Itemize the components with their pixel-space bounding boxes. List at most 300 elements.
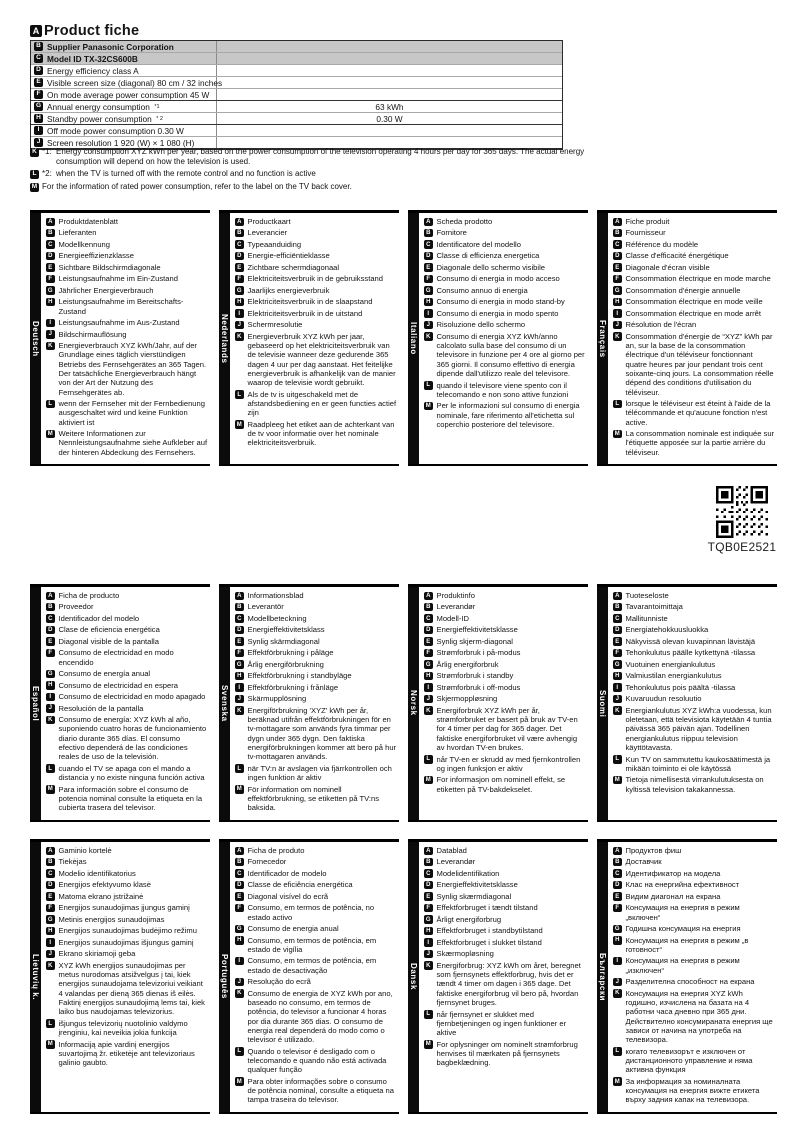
row-letter-icon: G — [35, 102, 42, 110]
item-text: Идентификатор на модела — [625, 868, 721, 878]
list-item — [235, 614, 397, 623]
language-block — [408, 210, 588, 466]
item-text: Consumo di energia in modo acceso — [436, 274, 560, 284]
item-text: Elektriciteitsverbruik in de uitstand — [247, 308, 363, 318]
product-table — [30, 40, 563, 150]
item-text: Energijos sunaudojimas išjungus gaminį — [58, 937, 194, 947]
list-item — [613, 228, 775, 237]
item-letter-icon: C — [46, 240, 55, 249]
table-row-label-cell — [31, 77, 223, 88]
list-item — [613, 429, 775, 457]
qr-code-label: TQB0E2521 — [707, 540, 777, 554]
list-item — [235, 251, 397, 260]
item-text: Zichtbare schermdiagonaal — [247, 262, 340, 272]
item-text: Modellkennung — [58, 239, 111, 249]
list-item — [46, 669, 208, 678]
item-text: Synlig skjerm-diagonal — [436, 636, 513, 646]
item-letter-icon: L — [235, 1047, 244, 1056]
table-row-label-cell — [31, 41, 217, 52]
language-block-content — [230, 213, 399, 464]
language-block-content — [608, 213, 777, 464]
footnote-letter-icon: M — [31, 182, 38, 190]
row-letter-icon: B — [34, 42, 43, 51]
item-letter-icon: B — [613, 858, 622, 867]
list-item — [424, 880, 586, 889]
language-label: Italiano — [409, 322, 418, 356]
item-letter-icon: C — [613, 614, 622, 623]
list-item — [613, 217, 775, 226]
list-item — [235, 764, 397, 783]
list-item — [235, 846, 397, 855]
item-letter-icon: B — [46, 229, 55, 238]
list-item — [46, 926, 208, 935]
list-item — [235, 591, 397, 600]
item-letter-icon: K — [424, 706, 433, 715]
list-item — [235, 977, 397, 986]
list-item — [235, 706, 397, 762]
row-label-text: Model ID TX-32CS600B — [47, 53, 138, 64]
list-item — [424, 320, 586, 329]
row-label-text: Screen resolution 1 920 (W) × 1 080 (H) — [47, 137, 195, 148]
list-item — [46, 648, 208, 667]
item-text: Energieffektivitetsklasse — [436, 880, 518, 890]
item-text: Effektforbruget i standbytilstand — [436, 926, 543, 936]
item-letter-icon: K — [424, 961, 433, 970]
item-letter-icon: B — [613, 229, 622, 238]
item-text: Годишна консумация на енергия — [625, 924, 741, 934]
item-text: Consumo de energía: XYZ kWh al año, suponiendo cuatro horas de funcionamiento diario durante 365 días. El consumo efectivo dependerá de las condiciones reales de uso de la televisión. — [58, 715, 207, 762]
item-text: За информация за номиналната консумация на енергия вижте етикета върху задния капак на телевизора. — [625, 1076, 760, 1105]
list-item — [46, 614, 208, 623]
list-item — [613, 775, 775, 794]
item-text: Elektriciteitsverbruik in de slaapstand — [247, 297, 373, 307]
item-letter-icon: E — [613, 637, 622, 646]
item-text: Consumo, em termos de potência, no estado activo — [247, 903, 375, 922]
item-text: Référence du modèle — [625, 239, 699, 249]
item-text: Jährlicher Energieverbrauch — [58, 285, 154, 295]
list-item — [424, 217, 586, 226]
item-text: Resolución de la pantalla — [58, 703, 144, 713]
list-item — [613, 602, 775, 611]
item-letter-icon: M — [236, 421, 242, 428]
item-letter-icon: L — [613, 400, 622, 409]
footnote-letter-icon: K — [30, 148, 39, 157]
item-text: Årligt energiforbrug — [436, 914, 502, 924]
item-text: Valmiustilan energiankulutus — [625, 671, 722, 681]
item-text: Productkaart — [247, 217, 291, 226]
item-letter-icon: C — [424, 869, 433, 878]
item-letter-icon: E — [424, 637, 433, 646]
language-label: Svenska — [220, 685, 229, 722]
item-letter-icon: F — [46, 275, 55, 284]
item-letter-icon: C — [235, 240, 244, 249]
item-text: Modellbeteckning — [247, 613, 307, 623]
item-letter-icon: J — [235, 978, 244, 987]
list-item — [46, 341, 208, 397]
item-text: Strømforbruk i på-modus — [436, 648, 521, 658]
list-item — [235, 660, 397, 669]
list-item — [235, 1047, 397, 1075]
table-row-value: 63 kWh — [375, 101, 404, 112]
list-item — [46, 263, 208, 272]
item-letter-icon: G — [425, 661, 431, 668]
list-item — [46, 318, 208, 327]
item-letter-icon: G — [236, 661, 242, 668]
item-text: Consumo di energia in modo stand-by — [436, 297, 565, 307]
list-item — [424, 332, 586, 378]
item-text: Produktinfo — [436, 591, 475, 600]
item-letter-icon: J — [424, 695, 433, 704]
item-text: Sichtbare Bildschirmdiagonale — [58, 262, 161, 272]
language-block — [597, 210, 777, 466]
language-label: Nederlands — [220, 313, 229, 364]
list-item — [235, 263, 397, 272]
item-text: Leverandør — [436, 602, 476, 612]
footnote-text: Energy consumption XYZ kWh per year, based on the power consumption of the television operating 4 hours per day for 365 days. The actual energy consumption will depend on how the television is used. — [56, 147, 585, 166]
item-letter-icon: L — [424, 755, 433, 764]
item-text: Schermresolutie — [247, 320, 303, 330]
list-item — [235, 309, 397, 318]
item-text: Tietoja nimellisestä virrankulutuksesta on kyltissä television takakannessa. — [625, 775, 764, 794]
list-item — [424, 869, 586, 878]
item-letter-icon: L — [46, 764, 55, 773]
list-item — [235, 1077, 397, 1105]
item-text: Modell-ID — [436, 613, 469, 623]
item-text: Energieeffizienzklasse — [58, 251, 134, 261]
list-item — [46, 880, 208, 889]
language-block-content — [419, 587, 588, 820]
table-row-value: 0.30 W — [376, 113, 403, 124]
list-item — [613, 263, 775, 272]
item-letter-icon: K — [613, 989, 622, 998]
language-block — [408, 839, 588, 1114]
footnote-prefix: *1: — [42, 147, 52, 156]
list-item — [424, 846, 586, 855]
item-letter-icon: H — [235, 672, 244, 681]
item-letter-icon: D — [613, 881, 622, 890]
list-item — [613, 924, 775, 933]
list-item — [46, 938, 208, 947]
language-label: Português — [220, 954, 229, 1000]
item-text: Synlig skärmdiagonal — [247, 636, 320, 646]
item-text: Scheda prodotto — [436, 217, 493, 226]
item-letter-icon: D — [46, 626, 55, 635]
item-text: Leverantör — [247, 602, 284, 612]
list-item — [235, 228, 397, 237]
list-item — [46, 429, 208, 457]
list-item — [46, 286, 208, 295]
item-letter-icon: L — [46, 400, 55, 409]
item-text: Consumo de electricidad en modo encendido — [58, 648, 174, 667]
item-text: Identificador del modelo — [58, 613, 140, 623]
item-letter-icon: M — [614, 777, 620, 784]
item-letter-icon: A — [424, 592, 433, 601]
item-letter-icon: C — [613, 869, 622, 878]
item-text: lorsque le téléviseur est éteint à l'aide de la télécommande et qu'aucune fonction n'est active. — [625, 399, 771, 427]
item-letter-icon: I — [613, 683, 622, 692]
item-letter-icon: G — [47, 287, 53, 294]
table-row — [31, 77, 562, 89]
language-label: Dansk — [409, 963, 418, 991]
footnote-letter-icon: L — [30, 170, 39, 179]
table-row — [31, 53, 562, 65]
row-letter-icon: F — [34, 90, 43, 99]
item-letter-icon: F — [613, 275, 622, 284]
item-letter-icon: F — [235, 649, 244, 658]
item-text: Консумация на енергия в режим „изключен“ — [625, 956, 740, 975]
item-text: Energijos sunaudojimas įjungus gaminį — [58, 903, 190, 913]
item-text: Resolução do ecrã — [247, 977, 311, 987]
item-letter-icon: J — [613, 321, 622, 330]
item-letter-icon: L — [235, 390, 244, 399]
item-text: For oplysninger om nominelt strømforbrug henvises til mærkaten på fjernsynets bagbeklædning. — [436, 1039, 578, 1068]
item-letter-icon: F — [46, 649, 55, 658]
item-letter-icon: F — [46, 904, 55, 913]
row-label-text: Annual energy consumption — [47, 101, 150, 112]
footnote-text: For the information of rated power consumption, refer to the label on the TV back cover. — [42, 182, 352, 192]
table-row-label-cell — [31, 65, 217, 76]
item-letter-icon: C — [424, 240, 433, 249]
item-text: Para obter informações sobre o consumo de potência nominal, consulte a etiqueta na tampa traseira do televisor. — [247, 1076, 394, 1105]
item-text: Résolution de l'écran — [625, 320, 697, 330]
item-letter-icon: L — [235, 764, 244, 773]
language-label-bar — [597, 842, 608, 1112]
list-item — [613, 1077, 775, 1105]
list-item — [235, 671, 397, 680]
list-item — [46, 274, 208, 283]
row-letter-icon: C — [34, 54, 43, 63]
list-item — [46, 1040, 208, 1068]
language-block-content — [41, 587, 210, 820]
list-item — [424, 961, 586, 1007]
item-letter-icon: F — [424, 904, 433, 913]
footnote-row — [30, 147, 596, 166]
item-text: Matoma ekrano įstrižainė — [58, 891, 144, 901]
list-item — [424, 381, 586, 400]
list-item — [235, 857, 397, 866]
list-item — [424, 263, 586, 272]
item-text: Quando o televisor é desligado com o telecomando e quando não está activada qualquer função — [247, 1046, 387, 1075]
list-item — [613, 956, 775, 975]
qr-code-icon — [716, 486, 768, 538]
item-text: Доставчик — [625, 857, 662, 867]
item-text: når TV-en er skrudd av med fjernkontrollen og ingen funksjon er aktiv — [436, 754, 581, 773]
list-item — [613, 671, 775, 680]
item-text: Leistungsaufnahme im Bereitschafts-Zustand — [58, 297, 184, 316]
item-text: Energie-efficiëntieklasse — [247, 251, 330, 261]
list-item — [424, 648, 586, 657]
item-letter-icon: I — [613, 957, 622, 966]
list-item — [424, 1040, 586, 1068]
list-item — [613, 706, 775, 752]
item-letter-icon: G — [425, 916, 431, 923]
item-text: cuando el TV se apaga con el mando a distancia y no existe ninguna función activa — [58, 763, 205, 783]
item-text: Skärmupplösning — [247, 694, 307, 704]
table-row — [31, 125, 562, 137]
page-title-text: Product fiche — [44, 23, 140, 39]
item-letter-icon: C — [46, 869, 55, 878]
item-letter-icon: I — [424, 938, 433, 947]
page-title — [30, 23, 139, 39]
item-text: Effektförbrukning i frånläge — [247, 682, 339, 692]
list-item — [46, 240, 208, 249]
item-letter-icon: M — [47, 1041, 53, 1048]
list-item — [613, 857, 775, 866]
item-letter-icon: A — [46, 592, 55, 601]
list-item — [613, 989, 775, 1045]
item-text: Gaminio kortelė — [58, 846, 112, 855]
item-text: Informaciją apie vardinį energijos suvartojimą žr. etiketėje ant televizoriaus galinio gaubto. — [58, 1039, 195, 1068]
item-text: Identificatore del modello — [436, 239, 521, 249]
item-letter-icon: A — [235, 847, 244, 856]
item-letter-icon: C — [46, 614, 55, 623]
item-letter-icon: C — [235, 869, 244, 878]
list-item — [613, 892, 775, 901]
item-text: Fiche produit — [625, 217, 670, 226]
item-letter-icon: H — [235, 298, 244, 307]
item-text: Informationsblad — [247, 591, 304, 600]
item-letter-icon: I — [613, 309, 622, 318]
list-item — [424, 228, 586, 237]
list-item — [613, 869, 775, 878]
item-letter-icon: I — [46, 938, 55, 947]
language-label-bar — [408, 213, 419, 464]
list-item — [613, 240, 775, 249]
item-letter-icon: I — [424, 309, 433, 318]
list-item — [613, 309, 775, 318]
item-letter-icon: I — [424, 683, 433, 692]
list-item — [424, 857, 586, 866]
item-letter-icon: L — [424, 381, 433, 390]
language-label: Norsk — [409, 690, 418, 717]
item-text: Tehonkulutus päälle kytkettynä -tilassa — [625, 648, 756, 658]
language-label-bar — [30, 842, 41, 1112]
list-item — [424, 401, 586, 429]
item-letter-icon: E — [613, 892, 622, 901]
list-item — [46, 949, 208, 958]
item-letter-icon: J — [46, 704, 55, 713]
list-item — [235, 420, 397, 448]
item-text: Classe di efficienza energetica — [436, 251, 540, 261]
language-block — [219, 210, 399, 466]
item-letter-icon: I — [235, 683, 244, 692]
item-text: Energiforbrug: XYZ kWh om året, beregnet som fjernsynets effektforbrug, hvis det er tændt 4 timer om dagen i 365 dage. Det faktiske energiforbrug vil bero på, hvordan fjernsynet bruges. — [436, 960, 581, 1008]
table-row-label-cell — [31, 53, 217, 64]
item-text: išjungus televizorių nuotolinio valdymo įrenginiu, kai neveikia jokia funkcija — [58, 1018, 188, 1038]
item-letter-icon: J — [613, 695, 622, 704]
item-text: XYZ kWh energijos sunaudojimas per metus nurodomas atsižvelgus į tai, kiek energijos sunaudojama televizoriui veikiant 4 valandas per dieną 365 dienas iš eilės. Faktinį energijos sunaudojimą lems tai, kiek laiko bus naudojamas televizorius. — [58, 960, 205, 1017]
item-text: Tiekėjas — [58, 857, 87, 867]
list-item — [424, 614, 586, 623]
item-letter-icon: M — [425, 777, 431, 784]
list-item — [46, 715, 208, 761]
list-item — [235, 602, 397, 611]
item-text: Jaarlijks energieverbruik — [247, 285, 330, 295]
item-letter-icon: H — [46, 681, 55, 690]
item-letter-icon: I — [235, 957, 244, 966]
row-letter-icon: I — [34, 126, 43, 135]
list-item — [424, 274, 586, 283]
row-letter-icon: D — [34, 66, 43, 75]
table-row — [31, 89, 562, 101]
item-letter-icon: B — [235, 603, 244, 612]
item-text: Leverancier — [247, 228, 288, 238]
item-letter-icon: D — [235, 252, 244, 261]
item-letter-icon: J — [46, 950, 55, 959]
item-text: Consumo de energía anual — [58, 669, 151, 679]
item-letter-icon: B — [235, 858, 244, 867]
list-item — [613, 846, 775, 855]
item-letter-icon: C — [235, 614, 244, 623]
item-text: Risoluzione dello schermo — [436, 320, 526, 330]
list-item — [613, 1047, 775, 1075]
list-item — [613, 274, 775, 283]
item-letter-icon: M — [236, 1078, 242, 1085]
item-text: Консумация на енергия XYZ kWh годишно, изчислена на базата на 4 работни часа дневно при 365 дни. Действително консумираната енергия ще зависи от начина на употреба на телевизора. — [625, 988, 773, 1045]
list-item — [46, 637, 208, 646]
item-text: Modelio identifikatorius — [58, 868, 136, 878]
item-text: Clase de eficiencia energética — [58, 625, 160, 635]
list-item — [613, 625, 775, 634]
item-text: Effektforbruget i tændt tilstand — [436, 903, 538, 913]
list-item — [613, 694, 775, 703]
list-item — [46, 251, 208, 260]
item-text: når fjernsynet er slukket med fjernbetjeningen og ingen funktioner er aktive — [436, 1009, 567, 1038]
item-text: Energiförbrukning 'XYZ' kWh per år, beräknad utifrån effektförbrukningen för en tv-mottagare som används fyra timmar per dygn under 365 dygn. Den faktiska energiförbrukningen kommer att bero på hur tv-mottagaren används. — [247, 705, 397, 762]
item-letter-icon: E — [235, 263, 244, 272]
item-text: Consommation d'énergie de “XYZ” kWh par an, sur la base de la consommation électrique d'un téléviseur fonctionnant quatre heures par jour pendant trois cent soixante-cinq jours. La consommation réelle dépend des conditions d'utilisation du téléviseur. — [625, 331, 774, 397]
list-item — [235, 785, 397, 813]
item-text: Consommation électrique en mode veille — [625, 297, 763, 307]
item-letter-icon: F — [424, 275, 433, 284]
item-text: Consumo di energia XYZ kWh/anno calcolato sulla base del consumo di un televisore in funzione per 4 ore al giorno per 365 giorni. Il consumo effettivo di energia dipende dall'utilizzo reale del televisore. — [436, 331, 585, 379]
language-block-content — [230, 842, 399, 1112]
item-letter-icon: G — [614, 287, 620, 294]
list-item — [46, 625, 208, 634]
item-letter-icon: A — [613, 592, 622, 601]
item-letter-icon: A — [613, 218, 622, 227]
table-row-label-cell — [31, 125, 217, 136]
language-block-content — [608, 842, 777, 1112]
item-letter-icon: C — [613, 240, 622, 249]
item-letter-icon: D — [613, 626, 622, 635]
item-text: Energijos sunaudojimas budėjimo režimu — [58, 926, 197, 936]
list-item — [235, 390, 397, 418]
list-item — [613, 755, 775, 774]
language-band-3 — [30, 839, 777, 1114]
item-letter-icon: A — [235, 218, 244, 227]
list-item — [424, 251, 586, 260]
item-text: Energiforbruk XYZ kWh per år, strømforbruket er basert på bruk av TV-en for 4 timer per dag for 365 dager. Det faktiske energiforbruket vil være avhengig av hvordan TV-en brukes. — [436, 705, 578, 753]
table-row-label-cell: G Annual energy consumption *1 — [31, 101, 217, 112]
item-letter-icon: D — [424, 252, 433, 261]
item-text: Consommation d'énergie annuelle — [625, 285, 741, 295]
item-text: Leistungsaufnahme im Aus-Zustand — [58, 318, 180, 328]
language-label-bar — [30, 213, 41, 464]
list-item — [46, 704, 208, 713]
list-item — [424, 775, 586, 794]
list-item — [613, 637, 775, 646]
list-item — [46, 330, 208, 339]
list-item — [613, 660, 775, 669]
item-letter-icon: D — [424, 881, 433, 890]
item-letter-icon: F — [613, 904, 622, 913]
item-letter-icon: B — [424, 229, 433, 238]
list-item — [46, 869, 208, 878]
item-letter-icon: E — [46, 892, 55, 901]
list-item — [424, 949, 586, 958]
item-text: Identificador de modelo — [247, 868, 327, 878]
